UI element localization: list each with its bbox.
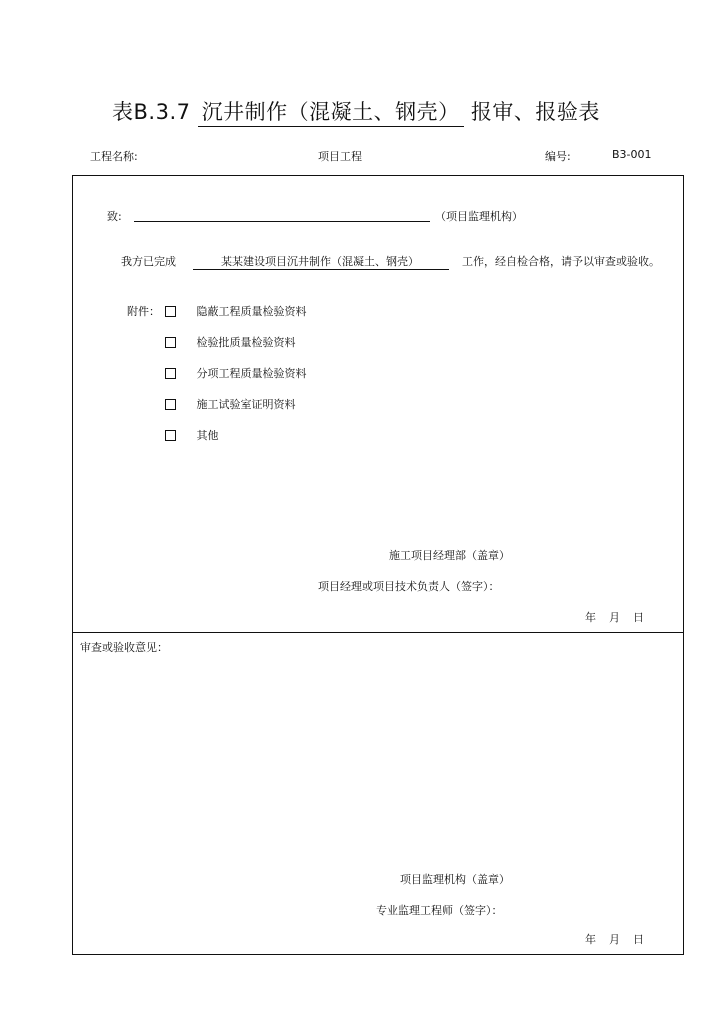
date-month: 月: [609, 611, 620, 624]
attachment-label: 检验批质量检验资料: [196, 336, 296, 349]
attachment-item[interactable]: [165, 427, 219, 443]
date-day: 日: [633, 933, 644, 946]
to-suffix: （项目监理机构）: [435, 210, 523, 223]
attachment-item[interactable]: [165, 303, 307, 319]
to-field[interactable]: [134, 208, 430, 222]
org-seal: 项目监理机构（盖章）: [400, 873, 510, 886]
completed-work-field[interactable]: [193, 253, 449, 270]
to-label: 致:: [107, 210, 122, 223]
attachment-label: 施工试验室证明资料: [196, 398, 296, 411]
attachments-label: 附件：: [127, 305, 160, 318]
engineer-sign[interactable]: 专业监理工程师（签字）：: [376, 904, 503, 917]
checkbox-icon[interactable]: [165, 306, 176, 317]
attachment-item[interactable]: [165, 334, 296, 350]
date-month: 月: [609, 933, 620, 946]
project-name-label: 工程名称:: [90, 150, 138, 163]
attachment-item[interactable]: [165, 365, 307, 381]
attachment-label: 分项工程质量检验资料: [196, 367, 307, 380]
date-year: 年: [585, 933, 596, 946]
attachment-label: 其他: [196, 429, 219, 442]
opinion-label: 审查或验收意见：: [80, 641, 168, 654]
checkbox-icon[interactable]: [165, 337, 176, 348]
project-name-value: 项目工程: [318, 150, 362, 163]
date-year: 年: [585, 611, 596, 624]
review-section: [72, 631, 684, 955]
attachment-item[interactable]: [165, 396, 296, 412]
submission-section: [72, 175, 684, 633]
manager-sign[interactable]: 项目经理或项目技术负责人（签字）：: [318, 580, 500, 593]
page-title: [112, 96, 600, 127]
checkbox-icon[interactable]: [165, 430, 176, 441]
completed-work: 某某建设项目沉井制作（混凝土、钢壳）: [193, 253, 449, 270]
title-suffix: 报审、报验表: [470, 100, 600, 124]
checkbox-icon[interactable]: [165, 368, 176, 379]
attachment-label: 隐蔽工程质量检验资料: [196, 305, 307, 318]
completed-suffix: 工作，经自检合格，请予以审查或验收。: [462, 255, 660, 268]
date-day: 日: [633, 611, 644, 624]
checkbox-icon[interactable]: [165, 399, 176, 410]
number-value: B3-001: [612, 148, 652, 161]
title-prefix: 表B.3.7: [112, 100, 191, 124]
number-label: 编号:: [545, 150, 571, 163]
title-subject: 沉井制作（混凝土、钢壳）: [198, 96, 464, 127]
dept-seal: 施工项目经理部（盖章）: [389, 549, 510, 562]
completed-prefix: 我方已完成: [121, 255, 176, 268]
